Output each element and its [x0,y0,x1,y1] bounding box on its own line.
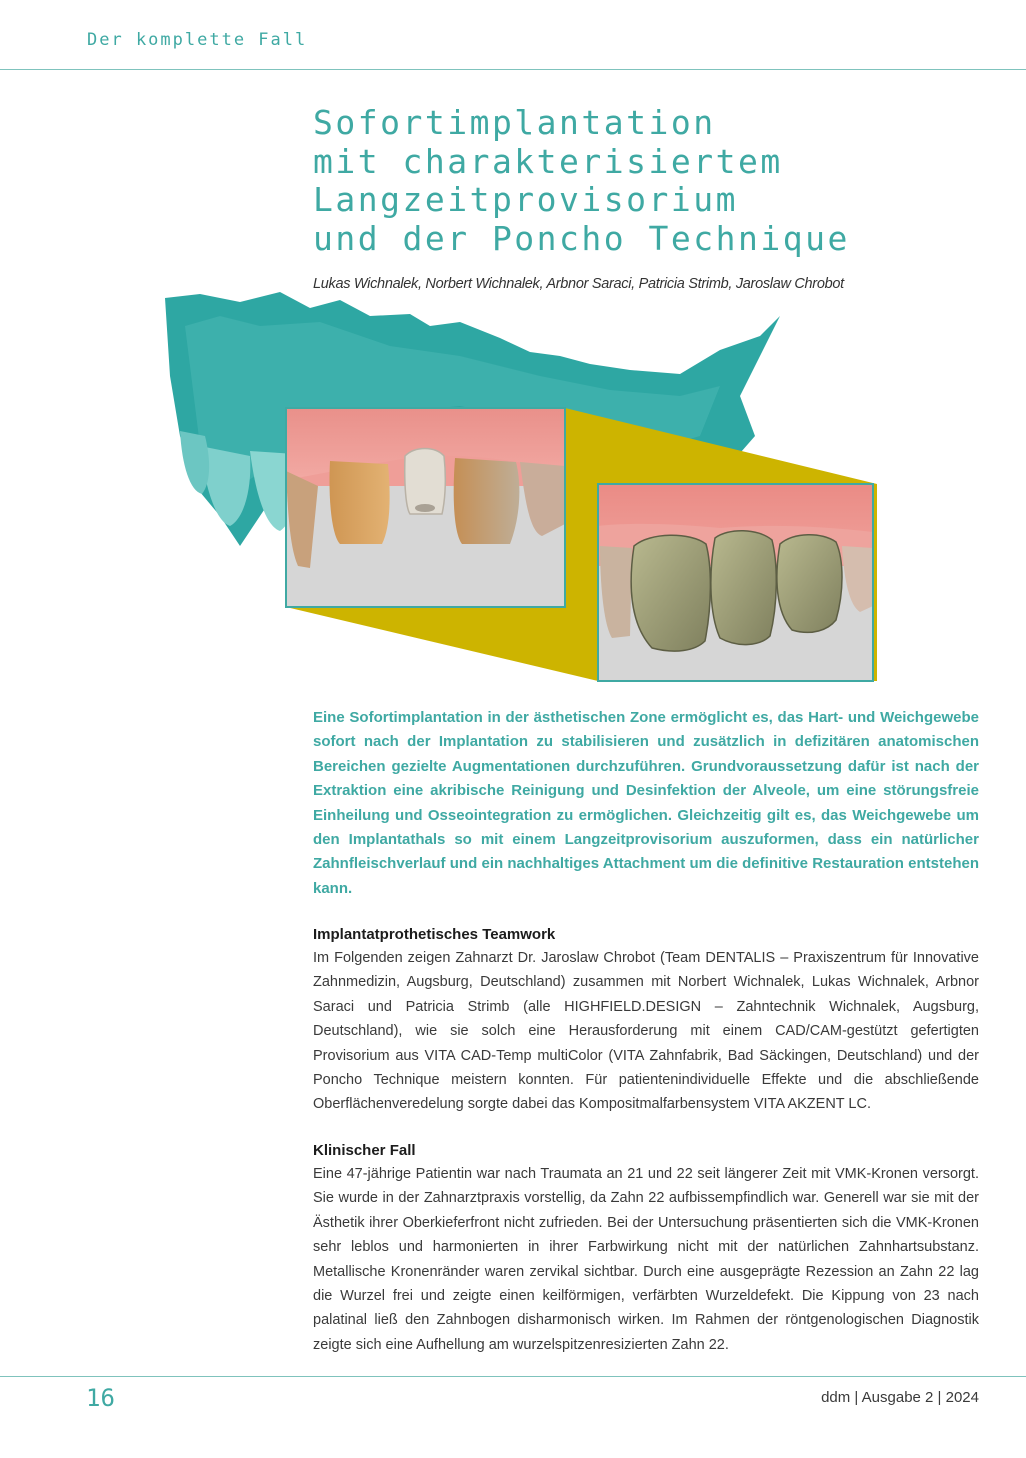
inset-preparation [286,408,565,607]
section-heading: Implantatprothetisches Teamwork [313,926,556,943]
body-paragraph: Eine 47-jährige Patientin war nach Traumata an 21 und 22 seit längerer Zeit mit VMK-Kronen versorgt. Sie wurde in der Zahnarztpraxis vorstellig, da Zahn 22 aufbissempfindlich war. Generell war sie mit der Ästhetik ihrer Oberkieferfront nicht zufrieden. Bei der Untersuchung präsentierten sich die VMK-Kronen sehr leblos und harmonierten in ihrer Farbwirkung nicht mit der natürlichen Zahnhartsubstanz. Metallische Kronenränder waren zervikal sichtbar. Durch eine ausgeprägte Rezession an Zahn 22 lag die Wurzel frei und zeigte einen keilförmigen, verfärbten Wurzeldefekt. Die Kippung von 23 nach palatinal ließ den Zahnbogen disharmonisch wirken. Im Rahmen der röntgenologischen Diagnostik zeigte sich eine Aufhellung am wurzelspitzenresizierten Zahn 22. [313,1166,979,1353]
title-line: mit charakterisiertem [313,141,783,181]
section-label: Der komplette Fall [87,30,308,50]
authors: Lukas Wichnalek, Norbert Wichnalek, Arbnor Saraci, Patricia Strimb, Jaroslaw Chrobot [313,276,844,292]
section-heading: Klinischer Fall [313,1142,416,1159]
dental-illustration [160,286,880,686]
article-title [313,104,850,258]
title-line: und der Poncho Technique [313,218,850,258]
body-paragraph: Im Folgenden zeigen Zahnarzt Dr. Jaroslaw Chrobot (Team DENTALIS – Praxiszentrum für Innovative Zahnmedizin, Augsburg, Deutschland) zusammen mit Norbert Wichnalek, Lukas Wichnalek, Arbnor Saraci und Patricia Strimb (alle HIGHFIELD.DESIGN – Zahntechnik Wichnalek, Augsburg, Deutschland), wie sie solch eine Herausforderung mit einem CAD/CAM-gestützt gefertigten Provisorium aus VITA CAD-Temp multiColor (VITA Zahnfabrik, Bad Säckingen, Deutschland) und der Poncho Technique meistern konnten. Für patientenindividuelle Effekte und die abschließende Oberflächenveredelung sorgte dabei das Kompositmalfarbensystem VITA AKZENT LC. [313,950,979,1113]
page-number: 16 [86,1384,115,1412]
header-rule [0,69,1026,70]
footer-rule [0,1376,1026,1377]
inset-crowns [598,484,873,681]
lead-paragraph: Eine Sofortimplantation in der ästhetischen Zone ermöglicht es, das Hart- und Weichgewebe sofort nach der Implantation zu stabilisieren und zusätzlich in defizitären anatomischen Bereichen gezielte Augmentationen durchzuführen. Grundvoraussetzung dafür ist nach der Extraktion eine akribische Reinigung und Desinfektion der Alveole, um eine störungsfreie Einheilung und Osseointegration zu ermöglichen. Gleichzeitig gilt es, das Weichgewebe um den Implantathals so mit einem Langzeitprovisorium auszuformen, dass ein natürlicher Zahnfleischverlauf und ein nachhaltiges Attachment um die definitive Restauration entstehen kann. [313,709,979,897]
title-line: Sofortimplantation [313,103,716,142]
issue-info: ddm | Ausgabe 2 | 2024 [821,1389,979,1406]
title-line: Langzeitprovisorium [313,180,738,219]
